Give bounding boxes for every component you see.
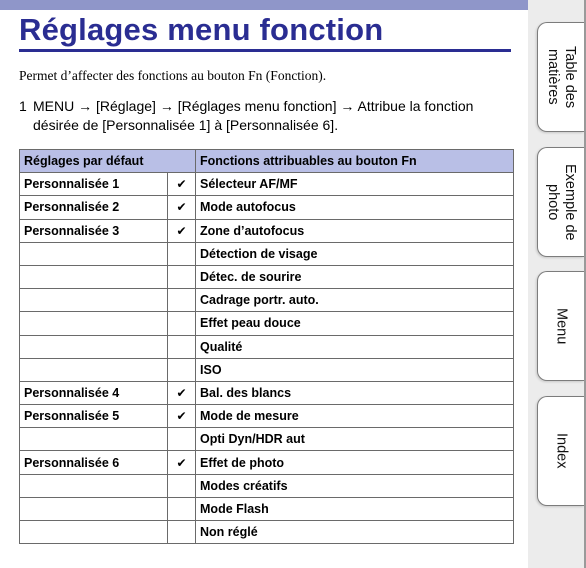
function-cell: Qualité [196, 335, 514, 358]
default-setting-cell [20, 312, 168, 335]
table-row [20, 474, 514, 497]
page-title: Réglages menu fonction [19, 12, 384, 47]
function-cell: Sélecteur AF/MF [196, 173, 514, 196]
fn-assignment-table [19, 149, 514, 544]
table-row [20, 358, 514, 381]
default-setting-cell [20, 335, 168, 358]
default-setting-cell [20, 521, 168, 544]
function-cell: Opti Dyn/HDR aut [196, 428, 514, 451]
default-setting-cell [20, 358, 168, 381]
check-mark-icon: ✔ [168, 196, 196, 219]
function-cell: Mode de mesure [196, 405, 514, 428]
default-setting-cell: Personnalisée 2 [20, 196, 168, 219]
default-setting-cell [20, 242, 168, 265]
tab-index[interactable] [537, 396, 584, 506]
function-cell: Modes créatifs [196, 474, 514, 497]
tab-label-toc: Table des matières [545, 45, 578, 109]
table-row [20, 242, 514, 265]
function-cell: Détection de visage [196, 242, 514, 265]
step-instruction: MENU → [Réglage] → [Réglages menu fonction] → Attribue la fonction désirée de [Personnalisée 1] à [Personnalisée 6]. [33, 98, 474, 133]
table-row [20, 428, 514, 451]
function-cell: Mode autofocus [196, 196, 514, 219]
default-setting-cell [20, 497, 168, 520]
check-mark-icon [168, 289, 196, 312]
table-row [20, 381, 514, 404]
default-setting-cell [20, 474, 168, 497]
default-setting-cell: Personnalisée 3 [20, 219, 168, 242]
default-setting-cell [20, 428, 168, 451]
header-default-settings: Réglages par défaut [20, 150, 196, 173]
check-mark-icon [168, 358, 196, 381]
function-cell: Mode Flash [196, 497, 514, 520]
table-row [20, 196, 514, 219]
default-setting-cell: Personnalisée 1 [20, 173, 168, 196]
check-mark-icon [168, 312, 196, 335]
check-mark-icon [168, 335, 196, 358]
function-cell: Bal. des blancs [196, 381, 514, 404]
table-row [20, 405, 514, 428]
check-mark-icon: ✔ [168, 381, 196, 404]
default-setting-cell [20, 289, 168, 312]
step-number: 1 [19, 98, 27, 114]
table-row [20, 289, 514, 312]
check-mark-icon [168, 497, 196, 520]
table-row [20, 521, 514, 544]
function-cell: Zone d’autofocus [196, 219, 514, 242]
table-row [20, 451, 514, 474]
function-cell: Non réglé [196, 521, 514, 544]
function-cell: Cadrage portr. auto. [196, 289, 514, 312]
table-header-row [20, 150, 514, 173]
tab-menu[interactable] [537, 271, 584, 381]
function-cell: Effet peau douce [196, 312, 514, 335]
check-mark-icon: ✔ [168, 405, 196, 428]
title-underline [19, 49, 511, 52]
tab-label-menu: Menu [553, 307, 570, 345]
table-row [20, 312, 514, 335]
default-setting-cell: Personnalisée 5 [20, 405, 168, 428]
top-bar [0, 0, 528, 10]
table-row [20, 335, 514, 358]
table-row [20, 497, 514, 520]
tab-label-index: Index [553, 433, 570, 469]
function-cell: Détec. de sourire [196, 265, 514, 288]
header-assignable-functions: Fonctions attribuables au bouton Fn [196, 150, 514, 173]
function-cell: ISO [196, 358, 514, 381]
function-cell: Effet de photo [196, 451, 514, 474]
intro-text: Permet d’affecter des fonctions au bouton Fn (Fonction). [19, 68, 327, 83]
check-mark-icon [168, 428, 196, 451]
table-row [20, 219, 514, 242]
check-mark-icon [168, 474, 196, 497]
table-row [20, 265, 514, 288]
check-mark-icon [168, 242, 196, 265]
default-setting-cell: Personnalisée 4 [20, 381, 168, 404]
tab-label-photo: Exemple de photo [545, 163, 578, 241]
tab-table-of-contents[interactable] [537, 22, 584, 132]
check-mark-icon: ✔ [168, 451, 196, 474]
default-setting-cell [20, 265, 168, 288]
tab-photo-example[interactable] [537, 147, 584, 257]
check-mark-icon [168, 521, 196, 544]
check-mark-icon: ✔ [168, 173, 196, 196]
table-row [20, 173, 514, 196]
default-setting-cell: Personnalisée 6 [20, 451, 168, 474]
check-mark-icon: ✔ [168, 219, 196, 242]
check-mark-icon [168, 265, 196, 288]
